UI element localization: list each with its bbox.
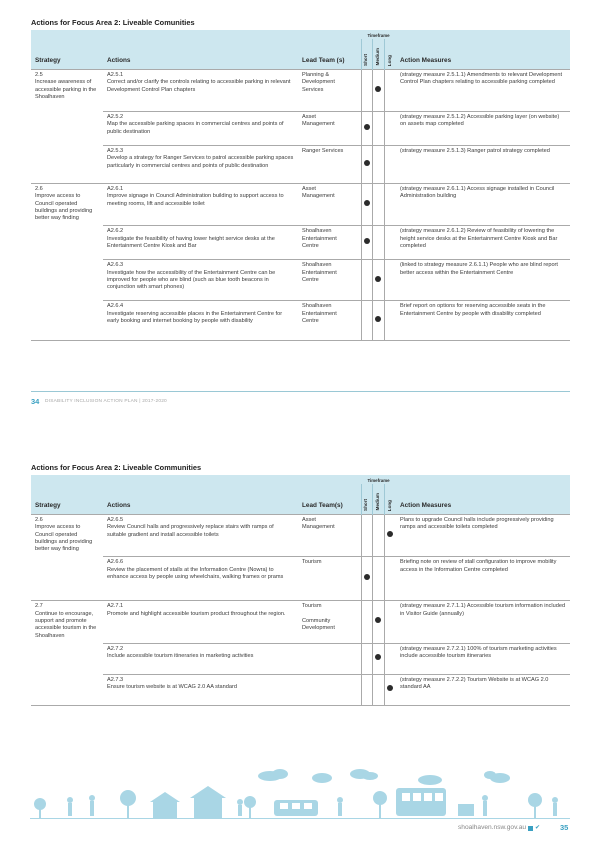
measure-cell: (strategy measure 2.7.2.1) 100% of tourism marketing activities include accessible tourism itineraries xyxy=(396,643,570,674)
header-short: Short xyxy=(361,39,372,70)
website-url[interactable]: shoalhaven.nsw.gov.au xyxy=(458,824,527,831)
timeframe-long-cell xyxy=(384,183,396,225)
lead-team-cell: Asset Management xyxy=(298,111,361,145)
timeframe-dot xyxy=(387,531,393,537)
lead-team-cell: Tourism Community Development xyxy=(298,601,361,643)
action-code: A2.6.5 xyxy=(107,516,124,523)
action-text: Include accessible tourism itineraries in marketing activities xyxy=(107,652,254,659)
page-divider xyxy=(31,391,570,392)
timeframe-dot xyxy=(364,574,370,580)
actions-table xyxy=(31,475,570,706)
action-text: Improve signage in Council Administration building to support access to meeting rooms, lift and accessible toilet xyxy=(107,193,284,207)
strategy-cell xyxy=(31,111,103,145)
timeframe-medium-cell xyxy=(372,145,384,183)
measure-cell: (strategy measure 2.5.1.2) Accessible parking layer (on website) on assets map completed xyxy=(396,111,570,145)
action-cell xyxy=(103,183,298,225)
timeframe-dot xyxy=(364,200,370,206)
action-code: A2.6.6 xyxy=(107,559,124,566)
timeframe-dot xyxy=(364,238,370,244)
timeframe-dot xyxy=(375,276,381,282)
action-cell xyxy=(103,601,298,643)
action-cell xyxy=(103,643,298,674)
measure-cell: (strategy measure 2.5.1.3) Ranger patrol strategy completed xyxy=(396,145,570,183)
measure-cell: Briefing note on review of stall configuration to improve mobility access in the Information Centre completed xyxy=(396,557,570,601)
timeframe-dot xyxy=(364,124,370,130)
measure-cell: Plans to upgrade Council halls include progressively providing ramps and accessible toilets completed xyxy=(396,514,570,556)
measure-cell: (strategy measure 2.7.1.1) Accessible tourism information included in Visitor Guide (annually) xyxy=(396,601,570,643)
action-code: A2.7.3 xyxy=(107,676,124,683)
header-timeframe: Timeframe xyxy=(361,475,396,484)
lead-team-cell xyxy=(298,643,361,674)
timeframe-medium-cell xyxy=(372,226,384,260)
timeframe-short-cell xyxy=(361,601,372,643)
timeframe-dot xyxy=(375,654,381,660)
strategy-cell xyxy=(31,260,103,301)
strategy-cell xyxy=(31,145,103,183)
lead-team-cell: Tourism xyxy=(298,557,361,601)
timeframe-long-cell xyxy=(384,601,396,643)
header-measures: Action Measures xyxy=(396,475,570,514)
timeframe-dot xyxy=(375,617,381,623)
strategy-cell: 2.7 Continue to encourage, support and promote accessible tourism in the Shoalhaven xyxy=(31,601,103,643)
action-code: A2.6.2 xyxy=(107,228,124,235)
strategy-cell: 2.6 Improve access to Council operated buildings and providing better way finding xyxy=(31,514,103,556)
action-code: A2.6.4 xyxy=(107,303,124,310)
header-medium: Medium xyxy=(372,484,384,515)
header-short: Short xyxy=(361,484,372,515)
timeframe-medium-cell xyxy=(372,514,384,556)
twitter-icon[interactable]: ✔ xyxy=(535,825,541,831)
timeframe-long-cell xyxy=(384,643,396,674)
timeframe-dot xyxy=(375,316,381,322)
header-timeframe: Timeframe xyxy=(361,30,396,39)
header-measures: Action Measures xyxy=(396,30,570,69)
timeframe-short-cell xyxy=(361,514,372,556)
page-number: 34 xyxy=(31,397,40,406)
action-text: Develop a strategy for Ranger Services to patrol accessible parking spaces particularly in commercial centres and points of public destination xyxy=(107,155,294,169)
timeframe-short-cell xyxy=(361,111,372,145)
action-cell xyxy=(103,145,298,183)
action-code: A2.6.3 xyxy=(107,262,124,269)
lead-team-cell: Shoalhaven Entertainment Centre xyxy=(298,301,361,341)
lead-team-cell: Shoalhaven Entertainment Centre xyxy=(298,226,361,260)
timeframe-short-cell xyxy=(361,301,372,341)
facebook-icon[interactable] xyxy=(528,826,533,831)
action-text: Review the placement of stalls at the Information Centre (Nowra) to enhance access by people using wheelchairs, walking frames or prams xyxy=(107,566,284,580)
action-code: A2.5.3 xyxy=(107,147,124,154)
action-code: A2.6.1 xyxy=(107,185,124,192)
timeframe-short-cell xyxy=(361,226,372,260)
timeframe-medium-cell xyxy=(372,557,384,601)
measure-cell: (strategy measure 2.5.1.1) Amendments to relevant Development Control Plan chapters relating to accessible parking completed xyxy=(396,69,570,111)
timeframe-medium-cell xyxy=(372,260,384,301)
timeframe-long-cell xyxy=(384,301,396,341)
measure-cell: (strategy measure 2.7.2.2) Tourism Website is at WCAG 2.0 standard AA xyxy=(396,674,570,705)
timeframe-short-cell xyxy=(361,69,372,111)
action-cell xyxy=(103,69,298,111)
page-number: 35 xyxy=(560,823,569,832)
timeframe-long-cell xyxy=(384,260,396,301)
action-cell xyxy=(103,226,298,260)
action-text: Review Council halls and progressively replace stairs with ramps of suitable gradient and install accessible toilets xyxy=(107,524,274,538)
action-cell xyxy=(103,111,298,145)
timeframe-short-cell xyxy=(361,145,372,183)
timeframe-long-cell xyxy=(384,557,396,601)
timeframe-short-cell xyxy=(361,183,372,225)
action-code: A2.5.1 xyxy=(107,71,124,78)
timeframe-long-cell xyxy=(384,111,396,145)
action-cell xyxy=(103,557,298,601)
action-text: Investigate the feasibility of having lower height service desks at the Entertainment Centre Kiosk and Bar xyxy=(107,235,275,249)
measure-cell: (strategy measure 2.6.1.2) Review of feasibility of lowering the height service desks at the Entertainment Centre Kiosk and Bar completed xyxy=(396,226,570,260)
action-code: A2.7.2 xyxy=(107,645,124,652)
action-text: Investigate how the accessibility of the Entertainment Centre can be improved for people who are blind (such as blue tooth beacons in conjunction with smart phones) xyxy=(107,269,276,291)
action-text: Investigate reserving accessible places in the Entertainment Centre for early booking and internet booking by people with disability xyxy=(107,310,283,324)
timeframe-medium-cell xyxy=(372,69,384,111)
timeframe-medium-cell xyxy=(372,643,384,674)
timeframe-long-cell xyxy=(384,69,396,111)
timeframe-medium-cell xyxy=(372,111,384,145)
header-long: Long xyxy=(384,484,396,515)
timeframe-long-cell xyxy=(384,145,396,183)
section-title: Actions for Focus Area 2: Liveable Comunities xyxy=(31,18,195,27)
lead-team-cell: Asset Management xyxy=(298,514,361,556)
header-lead: Lead Team (s) xyxy=(298,30,361,69)
community-illustration xyxy=(30,768,570,820)
action-cell xyxy=(103,514,298,556)
lead-team-cell: Asset Management xyxy=(298,183,361,225)
lead-team-cell: Planning & Development Services xyxy=(298,69,361,111)
timeframe-medium-cell xyxy=(372,674,384,705)
timeframe-short-cell xyxy=(361,674,372,705)
timeframe-long-cell xyxy=(384,514,396,556)
timeframe-dot xyxy=(375,86,381,92)
action-text: Correct and/or clarify the controls relating to accessible parking in relevant Development Control Plan chapters xyxy=(107,79,291,93)
strategy-cell xyxy=(31,226,103,260)
action-code: A2.5.2 xyxy=(107,113,124,120)
measure-cell: (linked to strategy measure 2.6.1.1) People who are blind report better access within the Entertainment Centre xyxy=(396,260,570,301)
strategy-cell: 2.6 Improve access to Council operated buildings and providing better way finding xyxy=(31,183,103,225)
header-strategy: Strategy xyxy=(31,475,103,514)
strategy-cell xyxy=(31,674,103,705)
timeframe-long-cell xyxy=(384,674,396,705)
actions-table xyxy=(31,30,570,341)
timeframe-long-cell xyxy=(384,226,396,260)
strategy-cell xyxy=(31,643,103,674)
lead-team-cell xyxy=(298,674,361,705)
section-title: Actions for Focus Area 2: Liveable Communities xyxy=(31,463,202,472)
timeframe-short-cell xyxy=(361,557,372,601)
measure-cell: Brief report on options for reserving accessible seats in the Entertainment Centre by people with disability completed xyxy=(396,301,570,341)
header-actions: Actions xyxy=(103,475,298,514)
measure-cell: (strategy measure 2.6.1.1) Access signage installed in Council Administration building xyxy=(396,183,570,225)
footer-text: DISABILITY INCLUSION ACTION PLAN | 2017-2020 xyxy=(45,399,167,404)
header-lead: Lead Team(s) xyxy=(298,475,361,514)
timeframe-short-cell xyxy=(361,643,372,674)
header-actions: Actions xyxy=(103,30,298,69)
strategy-cell xyxy=(31,301,103,341)
timeframe-dot xyxy=(364,160,370,166)
action-cell xyxy=(103,674,298,705)
timeframe-medium-cell xyxy=(372,301,384,341)
lead-team-cell: Ranger Services xyxy=(298,145,361,183)
action-text: Map the accessible parking spaces in commercial centres and points of public destination xyxy=(107,121,284,135)
lead-team-cell: Shoalhaven Entertainment Centre xyxy=(298,260,361,301)
timeframe-medium-cell xyxy=(372,183,384,225)
timeframe-short-cell xyxy=(361,260,372,301)
action-cell xyxy=(103,301,298,341)
header-strategy: Strategy xyxy=(31,30,103,69)
header-medium: Medium xyxy=(372,39,384,70)
strategy-cell xyxy=(31,557,103,601)
action-text: Ensure tourism website is at WCAG 2.0 AA standard xyxy=(107,683,237,690)
timeframe-medium-cell xyxy=(372,601,384,643)
action-code: A2.7.1 xyxy=(107,603,124,610)
timeframe-dot xyxy=(387,685,393,691)
action-text: Promote and highlight accessible tourism product throughout the region. xyxy=(107,610,286,617)
action-cell xyxy=(103,260,298,301)
header-long: Long xyxy=(384,39,396,70)
strategy-cell: 2.5 Increase awareness of accessible parking in the Shoalhaven xyxy=(31,69,103,111)
